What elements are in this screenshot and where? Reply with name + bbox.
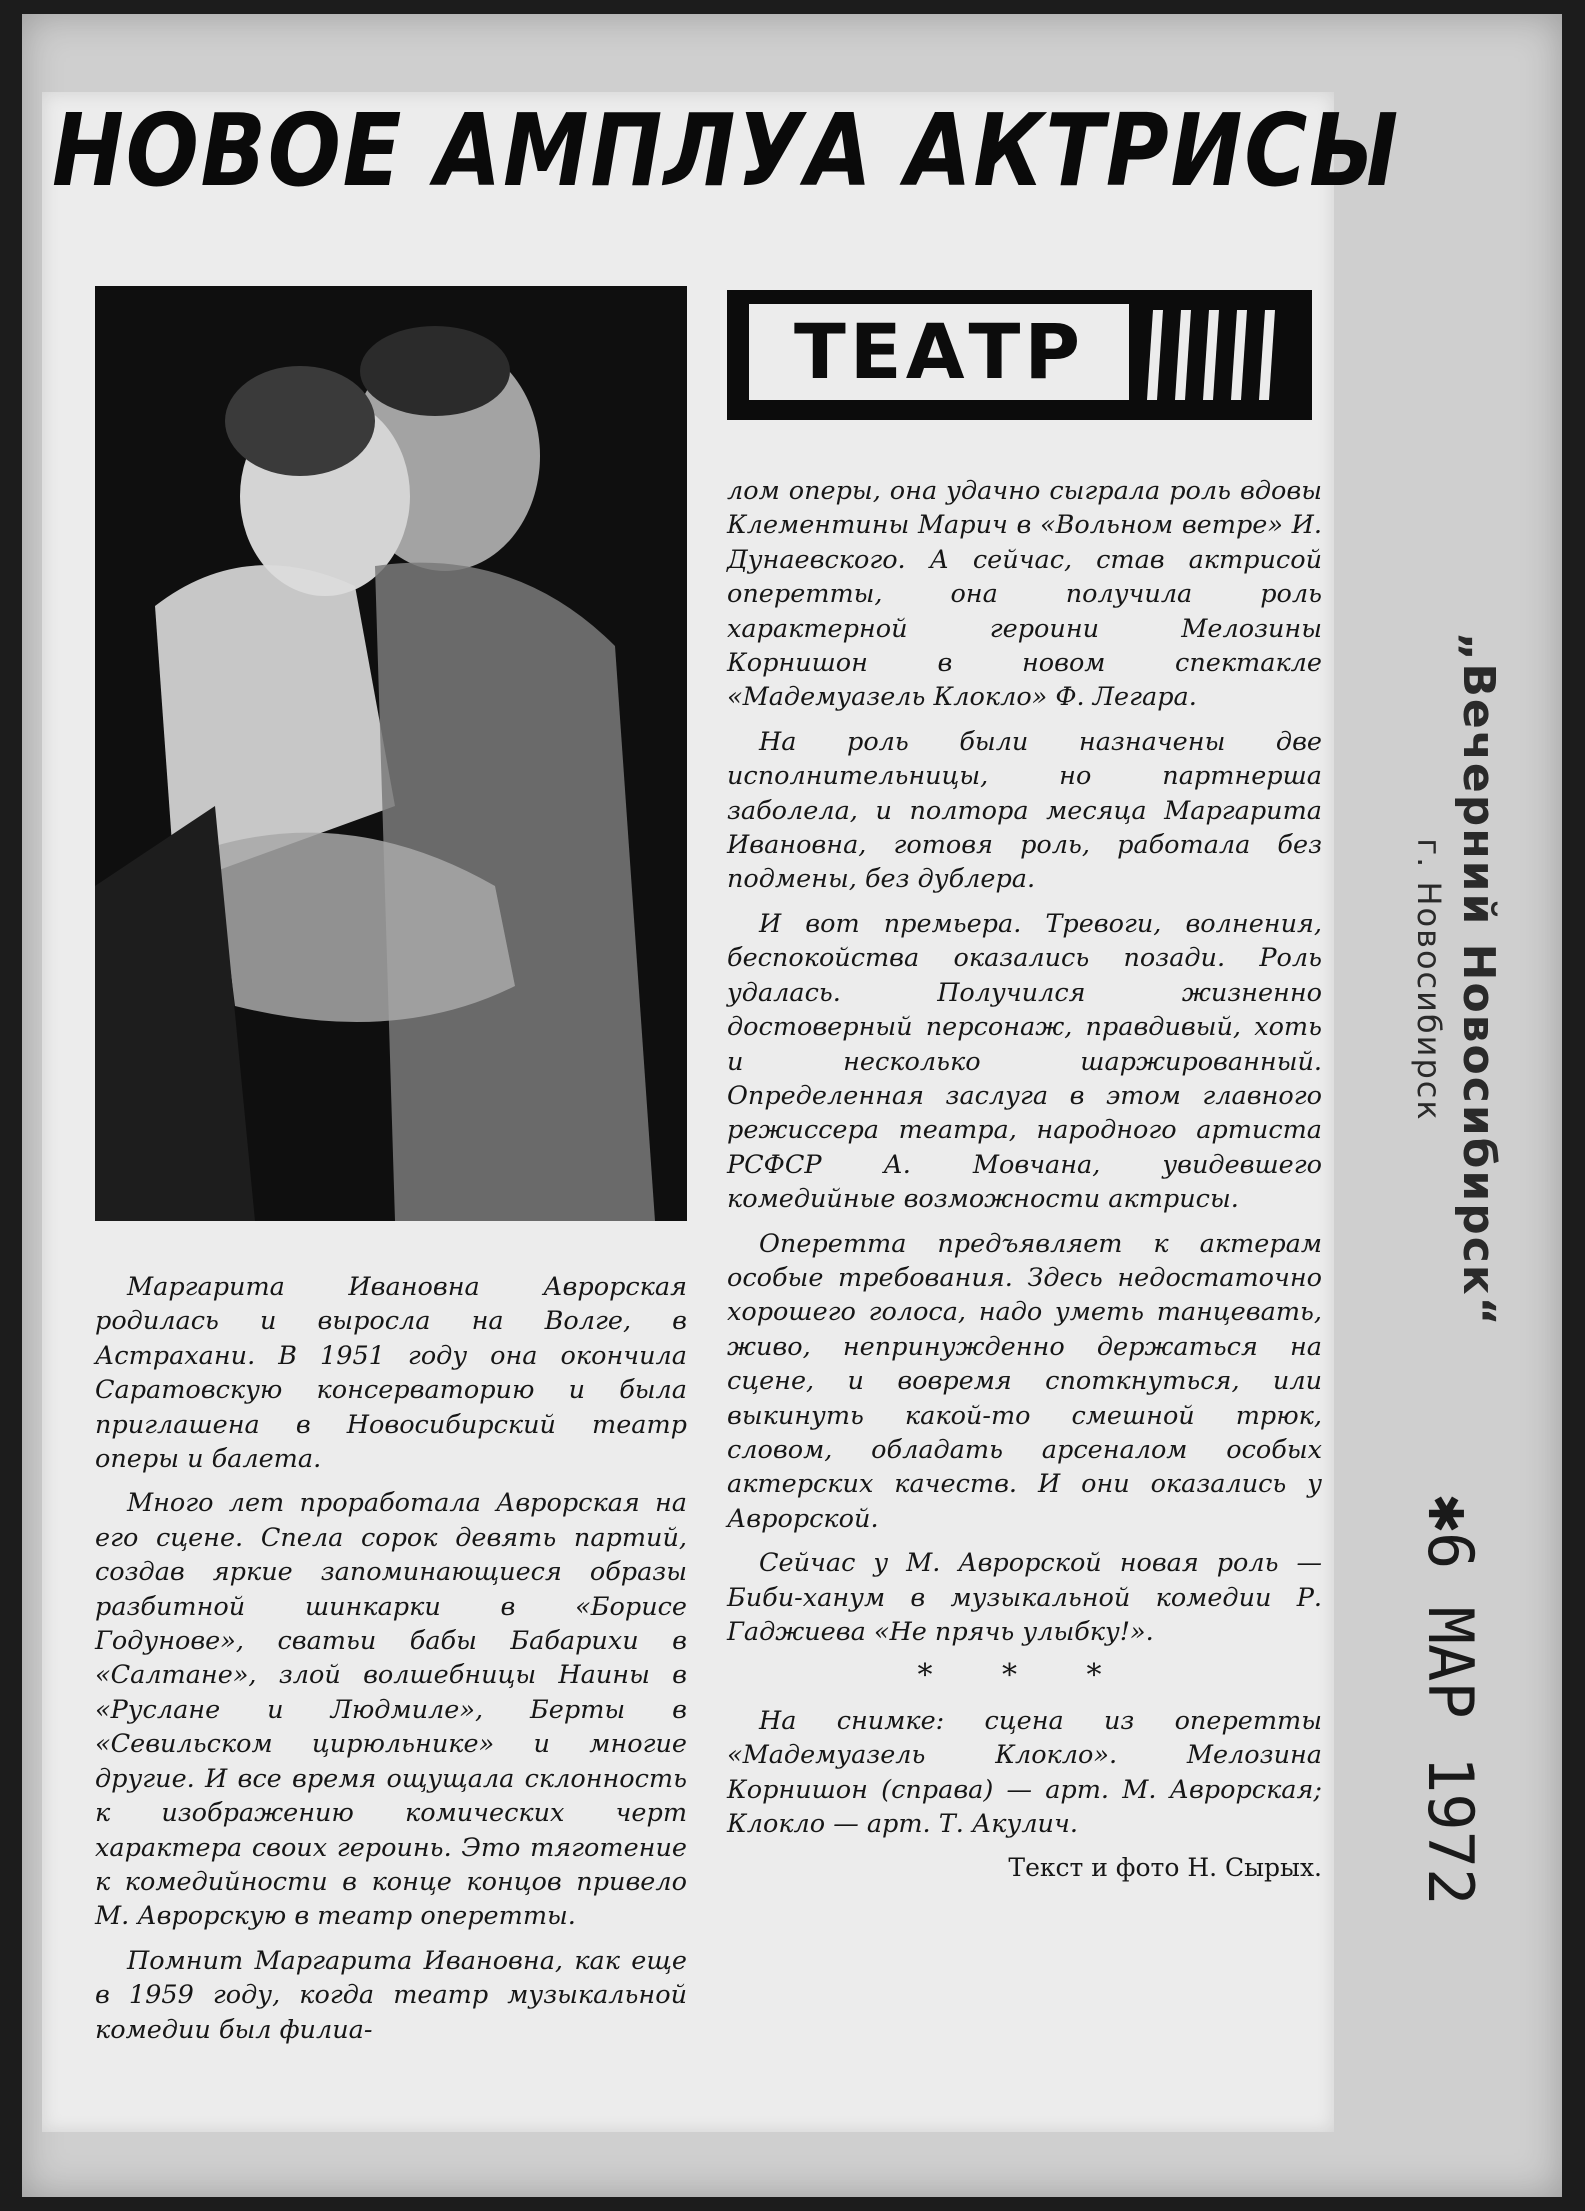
section-separator: * * * <box>917 1658 1132 1694</box>
article-paragraph-continuation: лом оперы, она удачно сыграла роль вдовы Клементины Марич в «Вольном ветре» И. Дунаевского. А сейчас, став актрисой оперетты, она получила роль характерной героини Мелозины Корнишон в новом спектакле «Мадемуазель Клокло» Ф. Легара. <box>727 476 1322 713</box>
article-left-column <box>95 1270 687 2120</box>
actress-right-hair <box>360 326 510 416</box>
article-paragraph: На роль были назначены две исполнительницы, но партнерша заболела, и полтора месяца Маргарита Ивановна, готовя роль, работала без подмены, без дублера. <box>727 726 1322 895</box>
article-paragraph: Сейчас у М. Аврорской новая роль — Биби-ханум в музыкальной комедии Р. Гаджиева «Не прячь улыбку!». <box>727 1548 1322 1647</box>
photo-caption-block <box>727 1704 1322 1842</box>
article-paragraph: Много лет проработала Аврорская на его сцене. Спела сорок девять партий, создав яркие запоминающиеся образы разбитной шинкарки в «Борисе Годунове», сватьи бабы Бабарихи в «Салтане», злой волшебницы Наины в «Руслане и Людмиле», Берты в «Севильском цирюльнике» и многие другие. И все время ощущала склонность к изображению комических черт характера своих героинь. Это тяготение к комедийности в конце концов привело М. Аврорскую в театр оперетты. <box>95 1488 687 1932</box>
newspaper-stamp <box>1395 630 1505 1330</box>
rubric-label: ТЕАТР <box>749 304 1129 400</box>
scene-photo-image <box>95 286 687 1221</box>
article-paragraph: Помнит Маргарита Ивановна, как еще в 1959 году, когда театр музыкальной комедии был филиа- <box>95 1945 687 2045</box>
article-right-column <box>727 474 1322 2114</box>
article-paragraph: Маргарита Ивановна Аврорская родилась и выросла на Волге, в Астрахани. В 1951 году она окончила Саратовскую консерваторию и была приглашена в Новосибирский театр оперы и балета. <box>95 1272 687 1475</box>
headline: НОВОЕ АМПЛУА АКТРИСЫ <box>52 92 1400 209</box>
byline: Текст и фото Н. Сырых. <box>1008 1853 1322 1883</box>
stamp-city: г. Новосибирск <box>1410 838 1448 1122</box>
rubric-stripes-decoration <box>1147 304 1297 406</box>
stamp-date-text: ✱6 МАР 1972 <box>1414 1494 1487 1906</box>
actress-left-hair <box>225 366 375 476</box>
photo-caption: На снимке: сцена из оперетты «Мадемуазель Клокло». Мелозина Корнишон (справа) — арт. М. Аврорская; Клокло — арт. Т. Акулич. <box>727 1705 1322 1840</box>
rubric-banner <box>727 290 1312 420</box>
scene-photo <box>95 286 687 1221</box>
article-paragraph: Оперетта предъявляет к актерам особые требования. Здесь недостаточно хорошего голоса, надо уметь танцевать, живо, непринужденно держаться на сцене, и вовремя споткнуться, или выкинуть какой-то смешной трюк, словом, обладать арсеналом особых актерских качеств. И они оказались у Аврорской. <box>727 1228 1322 1534</box>
article-paragraph: И вот премьера. Тревоги, волнения, беспокойства оказались позади. Роль удалась. Получился жизненно достоверный персонаж, правдивый, хоть и несколько шаржированный. Определенная заслуга в этом главного режиссера театра, народного артиста РСФСР А. Мовчана, увидевшего комедийные возможности актрисы. <box>727 908 1322 1215</box>
date-stamp <box>1380 1450 1520 1950</box>
stamp-newspaper-name: „Вечерний Новосибирск“ <box>1453 632 1504 1328</box>
